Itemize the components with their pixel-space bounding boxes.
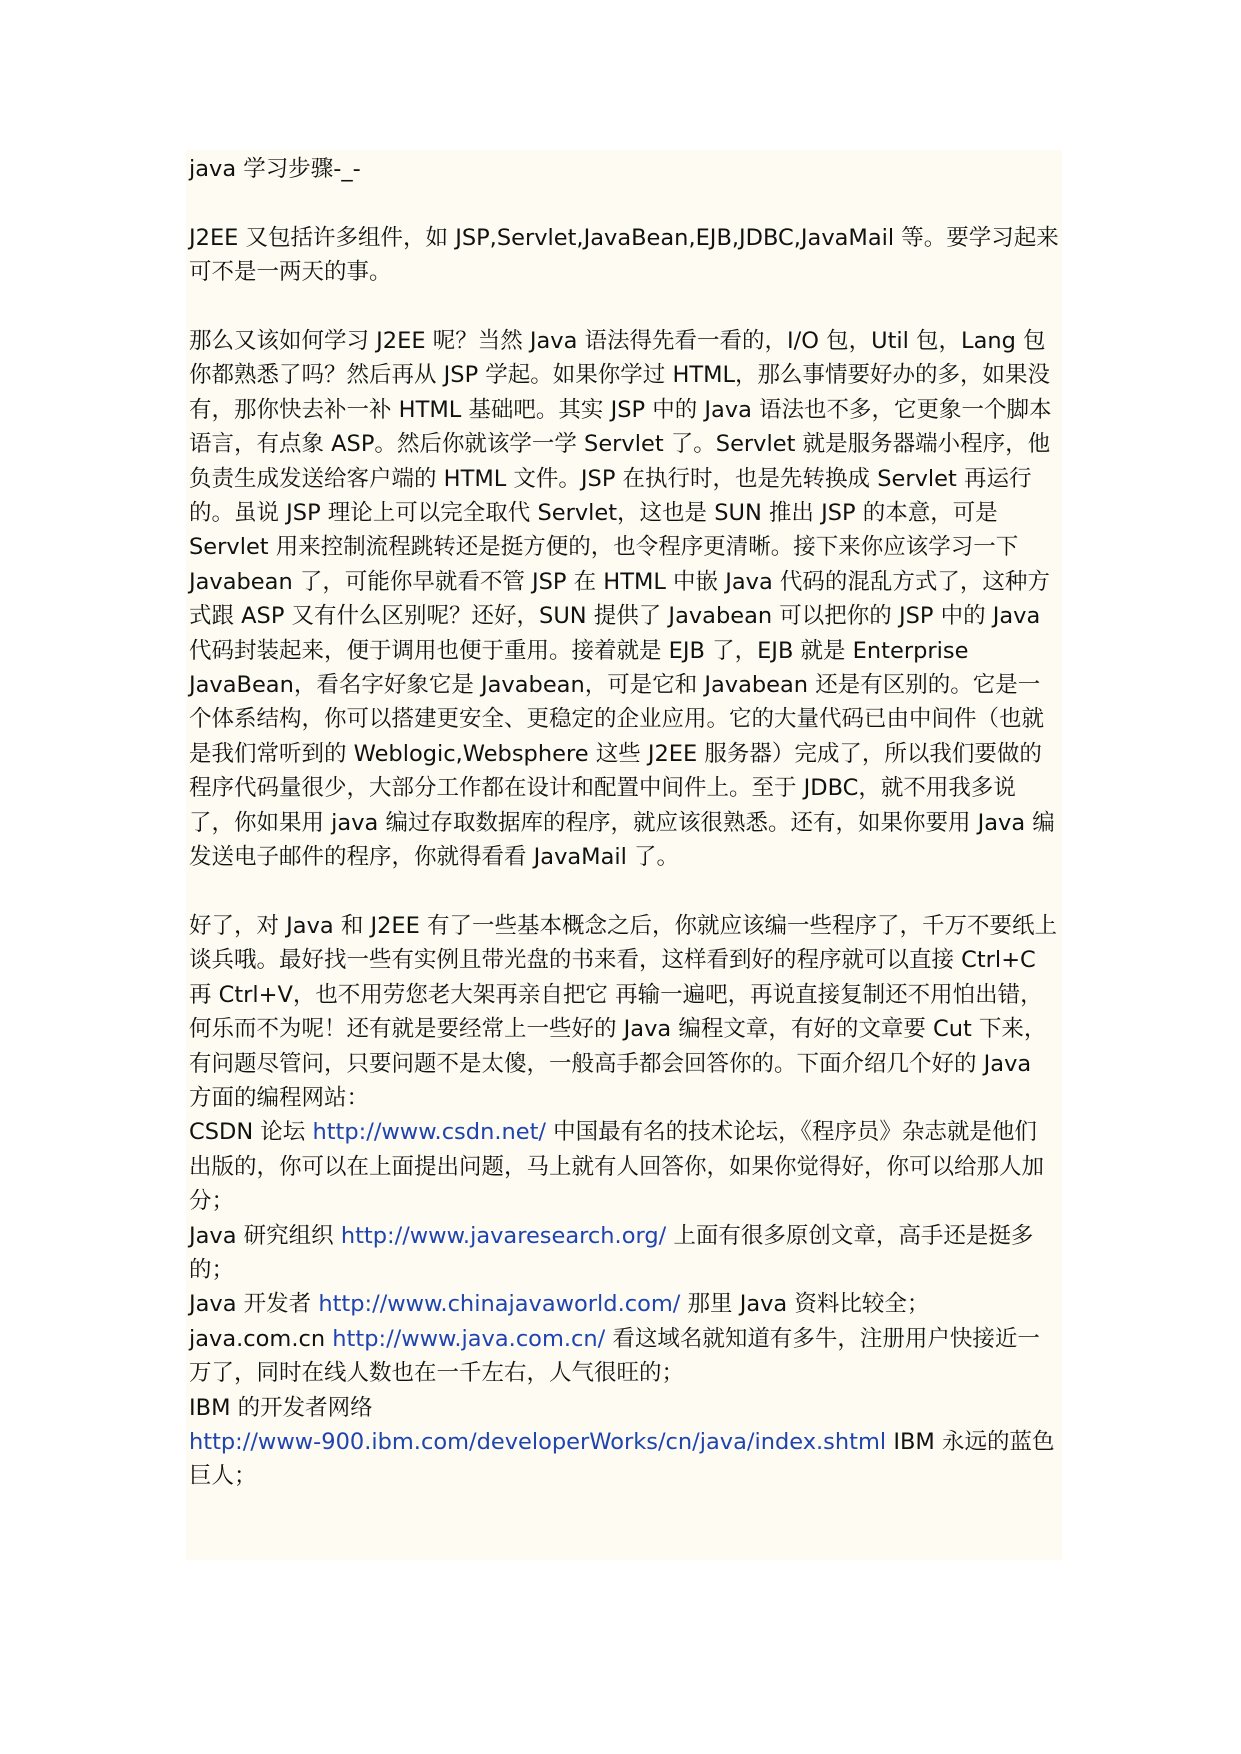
site-description: 看这域名就知道有多牛，注册用户快接近一万了，同时在线人数也在一千左右，人气很旺的；: [189, 1325, 1040, 1387]
site-link-chinajavaworld[interactable]: http://www.chinajavaworld.com/: [318, 1291, 681, 1318]
paragraph-practice-advice: 好了，对 Java 和 J2EE 有了一些基本概念之后，你就应该编一些程序了，千万不要纸上谈兵哦。最好找一些有实例且带光盘的书来看，这样看到好的程序就可以直接 Ctrl+C 再 Ctrl+V，也不用劳您老大架再亲自把它 再输一遍吧，再说直接复制还不用怕出错，何乐而不为呢！还有就是要经常上一些好的 Java 编程文章，有好的文章要 Cut 下来，有问题尽管问，只要问题不是太傻，一般高手都会回答你的。下面介绍几个好的 Java 方面的编程网站：: [189, 912, 1058, 1111]
site-entry-csdn: [189, 1115, 1059, 1218]
site-entry-java-com-cn: [189, 1322, 1059, 1391]
site-entry-ibm: [189, 1425, 1059, 1494]
site-description: 那里 Java 资料比较全；: [680, 1291, 930, 1318]
site-name: java.com.cn: [189, 1325, 333, 1352]
site-link-java-com-cn[interactable]: http://www.java.com.cn/: [332, 1325, 606, 1352]
site-description: IBM 永远的蓝色巨人；: [189, 1428, 1055, 1490]
site-entry-javaresearch: [189, 1219, 1059, 1288]
site-name: Java 研究组织: [189, 1222, 341, 1249]
site-name: CSDN 论坛: [189, 1119, 313, 1146]
site-entry-chinajavaworld: [189, 1287, 1059, 1321]
site-description: 中国最有名的技术论坛，《程序员》杂志就是他们出版的，你可以在上面提出问题，马上就有人回答你，如果你觉得好，你可以给那人加分；: [189, 1119, 1045, 1215]
document-title: java 学习步骤-_-: [189, 156, 361, 182]
site-description: 上面有很多原创文章，高手还是挺多的；: [189, 1222, 1034, 1283]
document-body: [189, 152, 1059, 1494]
site-link-csdn[interactable]: http://www.csdn.net/: [312, 1119, 546, 1146]
paragraph-spacer: [189, 290, 1059, 324]
site-link-ibm[interactable]: http://www-900.ibm.com/developerWorks/cn/java/index.shtml: [189, 1428, 887, 1455]
site-link-javaresearch[interactable]: http://www.javaresearch.org/: [340, 1222, 667, 1249]
paragraph-spacer: [189, 186, 1059, 220]
paragraph-spacer: [189, 875, 1059, 909]
paragraph-j2ee-components: J2EE 又包括许多组件，如 JSP,Servlet,JavaBean,EJB,JDBC,JavaMail 等。要学习起来可不是一两天的事。: [189, 224, 1059, 286]
paragraph-learning-path: 那么又该如何学习 J2EE 呢？当然 Java 语法得先看一看的，I/O 包，Util 包，Lang 包你都熟悉了吗？然后再从 JSP 学起。如果你学过 HTML，那么事情要好办的多，如果没有，那你快去补一补 HTML 基础吧。其实 JSP 中的 Java 语法也不多，它更象一个脚本语言，有点象 ASP。然后你就该学一学 Servlet 了。Servlet 就是服务器端小程序，他负责生成发送给客户端的 HTML 文件。JSP 在执行时，也是先转换成 Servlet 再运行的。虽说 JSP 理论上可以完全取代 Servlet，这也是 SUN 推出 JSP 的本意，可是 Servlet 用来控制流程跳转还是挺方便的，也令程序更清晰。接下来你应该学习一下 Javabean 了，可能你早就看不管 JSP 在 HTML 中嵌 Java 代码的混乱方式了，这种方式跟 ASP 又有什么区别呢？还好，SUN 提供了 Javabean 可以把你的 JSP 中的 Java 代码封装起来，便于调用也便于重用。接着就是 EJB 了，EJB 就是 Enterprise JavaBean，看名字好象它是 Javabean，可是它和 Javabean 还是有区别的。它是一个体系结构，你可以搭建更安全、更稳定的企业应用。它的大量代码已由中间件（也就是我们常听到的 Weblogic,Websphere 这些 J2EE 服务器）完成了，所以我们要做的程序代码量很少，大部分工作都在设计和配置中间件上。至于 JDBC，就不用我多说了，你如果用 java 编过存取数据库的程序，就应该很熟悉。还有，如果你要用 Java 编发送电子邮件的程序，你就得看看 JavaMail 了。: [189, 328, 1055, 871]
site-name: Java 开发者: [189, 1291, 319, 1318]
site-entry-ibm-name: IBM 的开发者网络: [189, 1394, 373, 1421]
